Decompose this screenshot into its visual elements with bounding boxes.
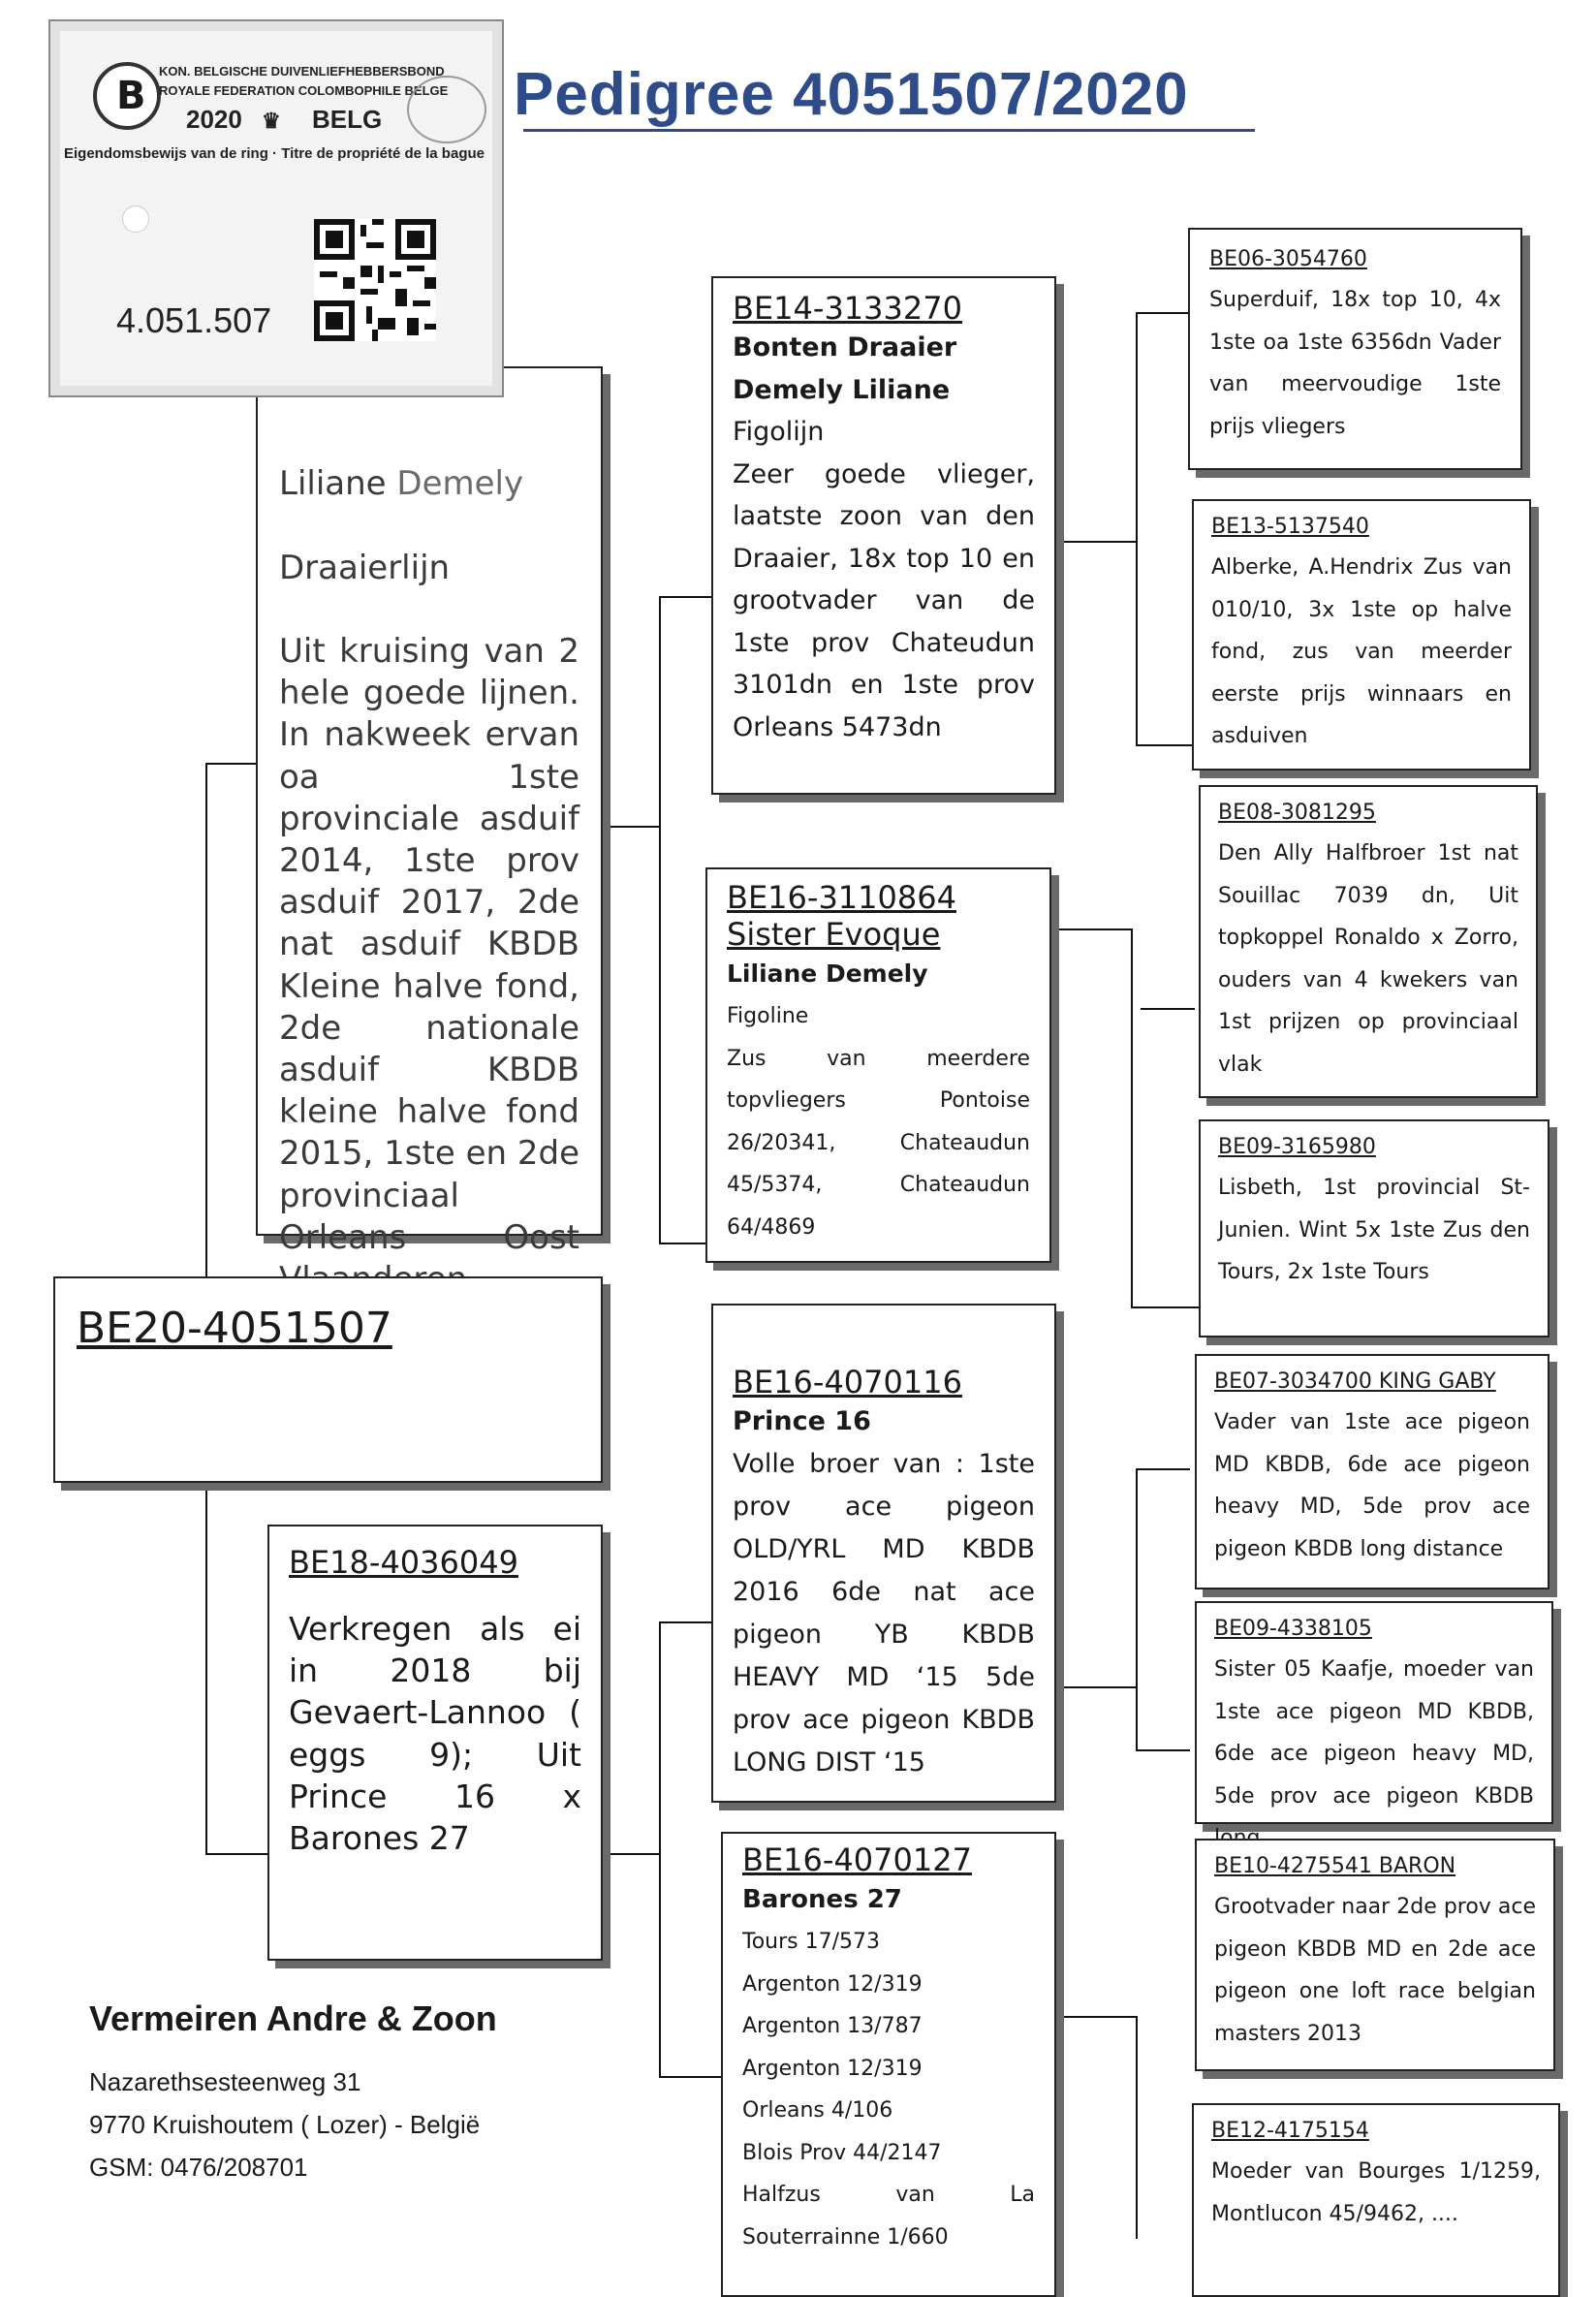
ring-ownership-card xyxy=(48,19,504,397)
page-title: Pedigree 4051507/2020 xyxy=(514,61,1189,128)
ss-owner: Demely Liliane xyxy=(733,374,951,405)
connector xyxy=(1056,1686,1136,1688)
gp-description: Den Ally Halfbroer 1st nat Souillac 7039 dn, Uit topkoppel Ronaldo x Zorro, ouders van 4 kwekers van 1st prijzen op provinciaal vlak xyxy=(1218,841,1518,1077)
sire-name-first: Liliane xyxy=(279,464,387,504)
gp-description: Superduif, 18x top 10, 4x 1ste oa 1ste 6356dn Vader van meervoudige 1ste prijs vliegers xyxy=(1209,288,1501,439)
connector xyxy=(1136,1468,1138,1749)
connector xyxy=(659,596,661,1243)
breeder-street: Nazarethsesteenweg 31 xyxy=(89,2067,361,2096)
connector xyxy=(1056,541,1136,543)
gp-box-4 xyxy=(1199,1119,1549,1337)
federation-nl: KON. BELGISCHE DUIVENLIEFHEBBERSBOND xyxy=(159,64,445,79)
card-ring-number: 4.051.507 xyxy=(116,300,272,340)
dd-result: Orleans 4/106 xyxy=(742,2098,893,2123)
gp-box-8 xyxy=(1192,2103,1560,2297)
dd-result: Argenton 12/319 xyxy=(742,1971,923,1997)
sire-text xyxy=(279,422,579,1301)
gp-box-3 xyxy=(1199,785,1538,1098)
connector xyxy=(659,1621,711,1623)
qr-code-icon xyxy=(314,219,436,341)
connector xyxy=(659,2076,721,2078)
dd-extra: Halfzus van La Souterrainne 1/660 xyxy=(742,2183,1035,2250)
connector xyxy=(1136,1749,1190,1751)
sd-owner: Liliane Demely xyxy=(727,960,928,988)
federation-fr: ROYALE FEDERATION COLOMBOPHILE BELGE xyxy=(159,83,449,98)
dam-sire-box xyxy=(711,1304,1056,1803)
ss-line: Figolijn xyxy=(733,417,825,447)
gp-description: Grootvader naar 2de prov ace pigeon KBDB MD en 2de ace pigeon one loft race belgian masters 2013 xyxy=(1214,1895,1536,2046)
gp-box-2 xyxy=(1192,499,1531,771)
connector xyxy=(1136,312,1138,744)
gp-ring: BE12-4175154 xyxy=(1211,2119,1369,2143)
connector xyxy=(603,1853,659,1855)
dd-name: Barones 27 xyxy=(742,1885,902,1914)
logo-letter: B xyxy=(116,74,146,118)
breeder-name: Vermeiren Andre & Zoon xyxy=(89,1998,497,2038)
gp-ring: BE06-3054760 xyxy=(1209,247,1367,271)
dam-ring: BE18-4036049 xyxy=(289,1544,518,1581)
connector xyxy=(1136,1468,1190,1470)
fci-logo-icon xyxy=(407,76,486,143)
punch-hole-icon xyxy=(122,205,149,233)
connector xyxy=(659,1243,705,1244)
gp-box-7 xyxy=(1195,1839,1555,2071)
crown-icon: ♛ xyxy=(262,109,281,133)
gp-ring: BE07-3034700 KING GABY xyxy=(1214,1369,1496,1394)
connector xyxy=(1131,928,1133,1306)
connector xyxy=(1131,1306,1199,1308)
sire-description: Uit kruising van 2 hele goede lijnen. In nakweek ervan oa 1ste provinciale asduif 2014, 1ste prov asduif 2017, 2de nat asduif KBDB Kleine halve fond, 2de nationale asduif KBDB kleine halve fond 2015, 1ste en 2de provinciaal Orleans Oost xyxy=(279,632,579,1257)
connector xyxy=(1136,312,1188,314)
gp-description: Lisbeth, 1st provincial St-Junien. Wint 5x 1ste Zus den Tours, 2x 1ste Tours xyxy=(1218,1176,1530,1284)
connector xyxy=(205,763,207,1276)
gp-box-1 xyxy=(1188,228,1522,470)
sd-description: Zus van meerdere topvliegers Pontoise 26/20341, Chateaudun 45/5374, Chateaudun 64/4869 xyxy=(727,1046,1030,1240)
sire-line: Draaierlijn xyxy=(279,548,451,587)
ss-description: Zeer goede vlieger, laatste zoon van den Draaier, 18x top 10 en grootvader van de 1ste prov Chateudun 3101dn en 1ste prov Orleans 5473dn xyxy=(733,458,1035,742)
ownership-text: Eigendomsbewijs van de ring · Titre de propriété de la bague xyxy=(64,145,485,162)
gp-ring: BE09-3165980 xyxy=(1218,1135,1376,1159)
connector xyxy=(603,826,659,828)
ss-ring: BE14-3133270 xyxy=(733,290,962,327)
gp-description: Sister 05 Kaafje, moeder van 1ste ace pigeon MD KBDB, 6de ace pigeon heavy MD, 5de prov ace pigeon KBDB xyxy=(1214,1657,1534,1809)
sd-ring: BE16-3110864 xyxy=(727,879,956,916)
connector xyxy=(1136,2016,1138,2239)
dd-ring: BE16-4070127 xyxy=(742,1841,972,1878)
gp-description: Moeder van Bourges 1/1259, Montlucon 45/9462, .... xyxy=(1211,2159,1541,2226)
title-underline xyxy=(523,129,1255,132)
breeder-address xyxy=(89,1998,497,2188)
sire-name-second: Demely xyxy=(396,464,524,504)
sire-box xyxy=(256,366,603,1257)
subject-ring: BE20-4051507 xyxy=(77,1304,392,1353)
connector xyxy=(205,1853,267,1855)
federation-logo-icon xyxy=(93,62,161,130)
sd-name: Sister Evoque xyxy=(727,916,941,953)
gp-box-5 xyxy=(1195,1354,1549,1589)
card-year: 2020 xyxy=(186,105,242,134)
gp-ring: BE08-3081295 xyxy=(1218,801,1376,825)
ss-name: Bonten Draaier xyxy=(733,332,957,362)
dd-results-list xyxy=(742,1921,1035,2258)
ds-description: Volle broer van : 1ste prov ace pigeon OLD/YRL MD KBDB 2016 6de nat ace pigeon YB KBDB HEAVY MD ‘15 5de prov ace pigeon KBDB LONG DIST ‘15 xyxy=(733,1449,1035,1778)
dd-result: Blois Prov 44/2147 xyxy=(742,2140,942,2165)
connector xyxy=(1056,2016,1136,2018)
dd-result: Tours 17/573 xyxy=(742,1930,881,1954)
ds-name: Prince 16 xyxy=(733,1406,871,1436)
subject-box xyxy=(53,1276,603,1483)
dam-description: Verkregen als ei in 2018 bij Gevaert-Lannoo ( eggs 9); Uit Prince 16 x Barones 27 xyxy=(289,1610,581,1858)
gp-box-6 xyxy=(1195,1601,1553,1824)
gp-ring: BE13-5137540 xyxy=(1211,515,1369,539)
gp-description: Alberke, A.Hendrix Zus van 010/10, 3x 1ste op halve fond, zus van meerder eerste prijs winnaars en asduiven xyxy=(1211,555,1512,748)
dam-dam-box xyxy=(721,1832,1056,2297)
dd-result: Argenton 13/787 xyxy=(742,2014,923,2038)
ds-ring: BE16-4070116 xyxy=(733,1364,962,1400)
connector xyxy=(205,1483,207,1854)
dd-result: Argenton 12/319 xyxy=(742,2056,923,2081)
connector xyxy=(205,763,256,765)
breeder-city: 9770 Kruishoutem ( Lozer) - België xyxy=(89,2110,481,2139)
sd-line: Figoline xyxy=(727,1004,809,1028)
sire-dam-box xyxy=(705,867,1051,1263)
sire-sire-box xyxy=(711,276,1056,795)
dam-box xyxy=(267,1525,603,1961)
connector xyxy=(1141,1008,1195,1010)
gp-ring: BE09-4338105 xyxy=(1214,1617,1372,1641)
breeder-gsm: GSM: 0476/208701 xyxy=(89,2153,308,2182)
connector xyxy=(1136,744,1192,746)
gp-ring: BE10-4275541 BARON xyxy=(1214,1854,1456,1878)
connector xyxy=(659,596,711,598)
connector xyxy=(659,1621,661,2077)
card-country: BELG xyxy=(312,105,383,134)
connector xyxy=(1051,928,1131,930)
gp-description: Vader van 1ste ace pigeon MD KBDB, 6de ace pigeon heavy MD, 5de prov ace pigeon KBDB long distance xyxy=(1214,1410,1530,1561)
